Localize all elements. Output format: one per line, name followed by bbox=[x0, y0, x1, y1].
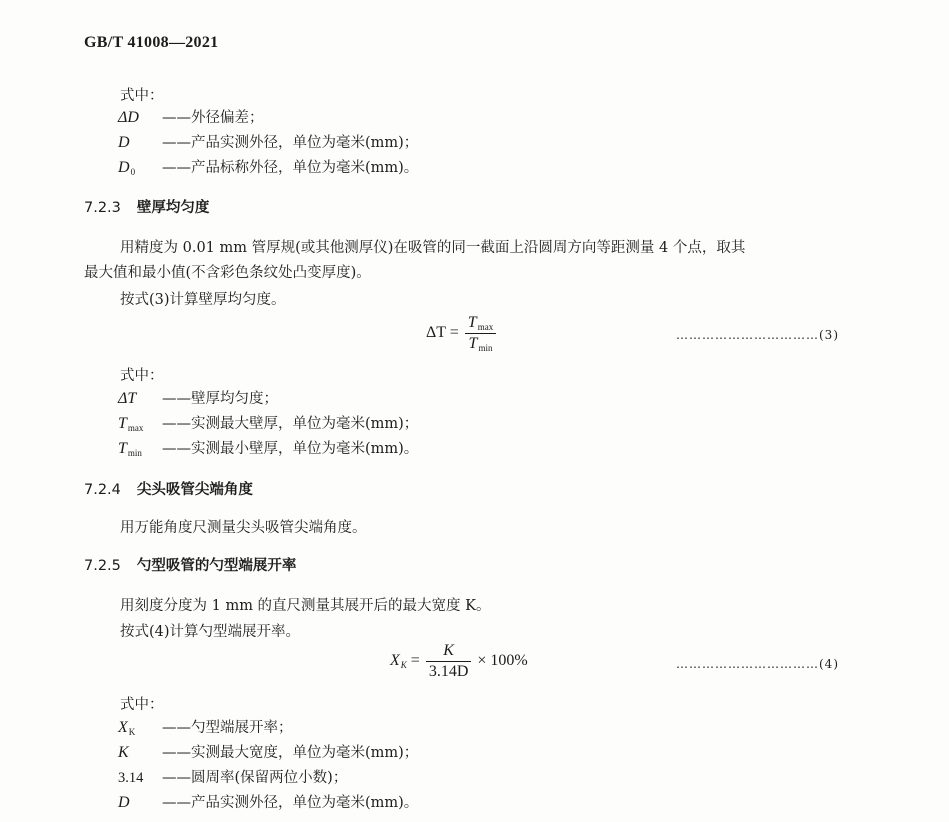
where-label: 式中： bbox=[120, 697, 164, 713]
def-subscript: 0 bbox=[130, 167, 136, 177]
def-description: ——产品标称外径，单位为毫米(mm)。 bbox=[162, 160, 419, 176]
def-description: ——实测最大宽度，单位为毫米(mm)； bbox=[162, 745, 419, 761]
definition-row bbox=[118, 131, 418, 152]
definition-row bbox=[118, 766, 347, 787]
paragraph-line: 用精度为 0.01 mm 管厚规(或其他测厚仪)在吸管的同一截面上沿圆周方向等距测量 4 个点，取其 bbox=[120, 240, 746, 256]
definition-row bbox=[118, 412, 418, 433]
formula-lhs: X bbox=[390, 652, 400, 670]
where-label: 式中： bbox=[120, 368, 164, 384]
section-number: 7.2.4 bbox=[84, 482, 121, 498]
def-description: ——产品实测外径，单位为毫米(mm)。 bbox=[162, 795, 419, 811]
section-number: 7.2.3 bbox=[84, 200, 121, 216]
equation-number-4: ……………………………(4) bbox=[676, 657, 839, 671]
definition-row bbox=[118, 791, 418, 812]
def-symbol: $T_{max}$ bbox=[118, 415, 144, 433]
paragraph-line: 用刻度分度为 1 mm 的直尺测量其展开后的最大宽度 K。 bbox=[120, 598, 491, 614]
definition-row bbox=[118, 716, 293, 737]
calc-instruction: 按式(3)计算壁厚均匀度。 bbox=[120, 292, 286, 308]
formula-numerator: K bbox=[426, 642, 472, 662]
where-label: 式中： bbox=[120, 88, 164, 104]
def-symbol-text: ΔD bbox=[118, 109, 139, 126]
section-title: 勺型吸管的勺型端展开率 bbox=[136, 558, 297, 574]
def-symbol: ΔT bbox=[118, 390, 137, 407]
formula-equals: = bbox=[410, 652, 420, 670]
definition-row bbox=[118, 437, 418, 458]
standard-code: GB/T 41008—2021 bbox=[84, 34, 219, 51]
definition-row bbox=[118, 741, 418, 762]
formula-lhs: ΔT = bbox=[426, 324, 459, 342]
def-description: ——外径偏差； bbox=[162, 110, 264, 126]
section-title: 壁厚均匀度 bbox=[136, 200, 210, 216]
def-symbol: D bbox=[118, 794, 130, 811]
paragraph-line: 最大值和最小值(不含彩色条纹处凸变厚度)。 bbox=[84, 265, 371, 281]
def-symbol: $X_K$ bbox=[118, 719, 136, 737]
def-description: ——实测最小壁厚，单位为毫米(mm)。 bbox=[162, 441, 419, 457]
def-symbol bbox=[118, 159, 162, 177]
def-description: ——实测最大壁厚，单位为毫米(mm)； bbox=[162, 416, 419, 432]
definition-row bbox=[118, 387, 278, 408]
formula-3 bbox=[426, 314, 498, 353]
formula-denominator: 3.14D bbox=[428, 663, 469, 680]
def-description: ——产品实测外径，单位为毫米(mm)； bbox=[162, 135, 419, 151]
formula-fraction bbox=[426, 642, 472, 681]
def-symbol-text: D bbox=[118, 134, 130, 151]
def-symbol: 3.14 bbox=[118, 770, 144, 786]
section-heading-7-2-5 bbox=[84, 554, 296, 575]
formula-numerator: $T_{max}$ bbox=[465, 314, 496, 334]
equation-number-3: ……………………………(3) bbox=[676, 328, 839, 342]
def-description: ——勺型端展开率； bbox=[162, 720, 293, 736]
formula-fraction bbox=[465, 314, 496, 353]
def-symbol: K bbox=[118, 744, 129, 761]
section-heading-7-2-4 bbox=[84, 478, 253, 499]
paragraph-line: 用万能角度尺测量尖头吸管尖端角度。 bbox=[120, 520, 367, 536]
def-description: ——圆周率(保留两位小数)； bbox=[162, 770, 348, 786]
formula-lhs-sub: K bbox=[400, 660, 407, 671]
def-symbol bbox=[118, 134, 162, 152]
section-heading-7-2-3 bbox=[84, 196, 209, 217]
calc-instruction: 按式(4)计算勺型端展开率。 bbox=[120, 624, 301, 640]
definition-row bbox=[118, 106, 264, 127]
def-symbol bbox=[118, 109, 162, 127]
section-title: 尖头吸管尖端角度 bbox=[136, 482, 253, 498]
def-description: ——壁厚均匀度； bbox=[162, 391, 278, 407]
formula-denominator: $T_{min}$ bbox=[468, 335, 493, 353]
def-symbol: $T_{min}$ bbox=[118, 440, 142, 458]
formula-4 bbox=[390, 642, 528, 681]
def-symbol-text: D bbox=[118, 159, 130, 176]
definition-row bbox=[118, 156, 418, 177]
section-number: 7.2.5 bbox=[84, 558, 121, 574]
formula-rhs: × 100% bbox=[477, 652, 528, 670]
